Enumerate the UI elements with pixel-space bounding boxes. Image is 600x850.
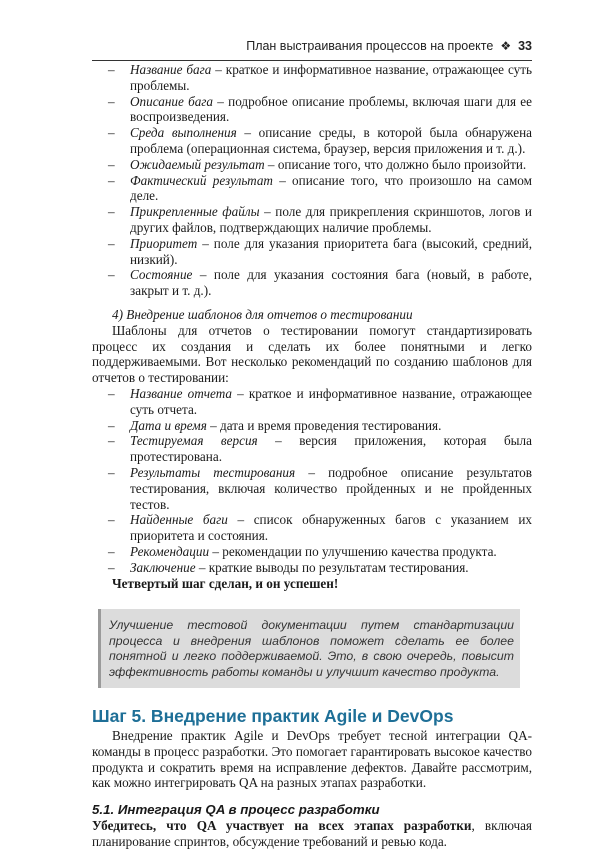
page-body [92, 62, 532, 850]
section-4-intro: Шаблоны для отчетов о тестировании помогут стандартизировать процесс их создания и сделать их более понятными и легко поддерживаемыми. Вот несколько рекомендаций по созданию шаблонов для отчетов о тестировании: [92, 322, 532, 386]
bold-lead: Убедитесь, что QA участвует на всех этапах разработки [92, 818, 472, 834]
list-item: – Заключение – краткие выводы по результатам тестирования. [108, 559, 469, 575]
list-item: – Результаты тестирования – подробное описание результатов тестирования, включая количество пройденных и не пройденных тестов. [108, 464, 532, 512]
list-item: – Название бага – краткое и информативное название, отражающее суть проблемы. [108, 62, 532, 93]
list-item: – Среда выполнения – описание среды, в которой была обнаружена проблема (операционная система, браузер, версия приложения и т. д.). [108, 125, 533, 156]
step-5-intro: Внедрение практик Agile и DevOps требует тесной интеграции QA-команды в процесс разработки. Это помогает гарантировать высокое качество продукта и сократить время на исправление дефектов. Давайте рассмотрим, как можно интегрировать QA на разных этапах разработки. [92, 727, 532, 791]
list-item: – Состояние – поле для указания состояния бага (новый, в работе, закрыт и т. д.). [108, 267, 532, 299]
list-item: – Ожидаемый результат – описание того, что должно было произойти. [108, 156, 527, 172]
list-item: – Тестируемая версия – версия приложения, которая была протестирована. [108, 433, 532, 465]
callout-box [98, 609, 520, 688]
list-item: – Дата и время – дата и время проведения тестирования. [108, 417, 442, 433]
list-item: – Рекомендации – рекомендации по улучшению качества продукта. [108, 543, 497, 559]
subsection-5-1-text: Убедитесь, что QA участвует на всех этапах разработки, включая планирование спринтов, обсуждение требований и ревью кода. [92, 818, 532, 849]
list-item: – Фактический результат – описание того, что произошло на самом деле. [108, 172, 532, 204]
list-item: – Прикрепленные файлы – поле для прикрепления скриншотов, логов и других файлов, подтверждающих наличие проблемы. [108, 204, 532, 235]
list-item: – Приоритет – поле для указания приоритета бага (высокий, средний, низкий). [108, 235, 532, 267]
running-header [92, 39, 532, 59]
page-number: 33 [518, 39, 532, 53]
step-5-heading: Шаг 5. Внедрение практик Agile и DevOps [92, 705, 454, 726]
report-template-list [92, 386, 532, 576]
diamond-ornament-icon: ❖ [500, 39, 512, 53]
running-header-title: План выстраивания процессов на проекте [246, 39, 494, 53]
list-item: – Название отчета – краткое и информативное название, отражающее суть отчета. [108, 385, 532, 417]
subsection-5-1-heading: 5.1. Интеграция QA в процесс разработки [92, 802, 380, 818]
list-item: – Описание бага – подробное описание проблемы, включая шаги для ее воспроизведения. [108, 93, 532, 125]
header-rule [92, 60, 532, 61]
callout-text: Улучшение тестовой документации путем стандартизации процесса и внедрения шаблонов поможет сделать ее более понятной и легко поддерживаемой. Это, в свою очередь, повысит эффективность работы команды и улучшит качество продукта. [109, 618, 514, 679]
bug-fields-list [92, 62, 532, 299]
step-done-statement: Четвертый шаг сделан, и он успешен! [112, 575, 339, 591]
list-item: – Найденные баги – список обнаруженных багов с указанием их приоритета и состояния. [108, 512, 533, 544]
section-4-heading: 4) Внедрение шаблонов для отчетов о тестировании [112, 306, 413, 322]
